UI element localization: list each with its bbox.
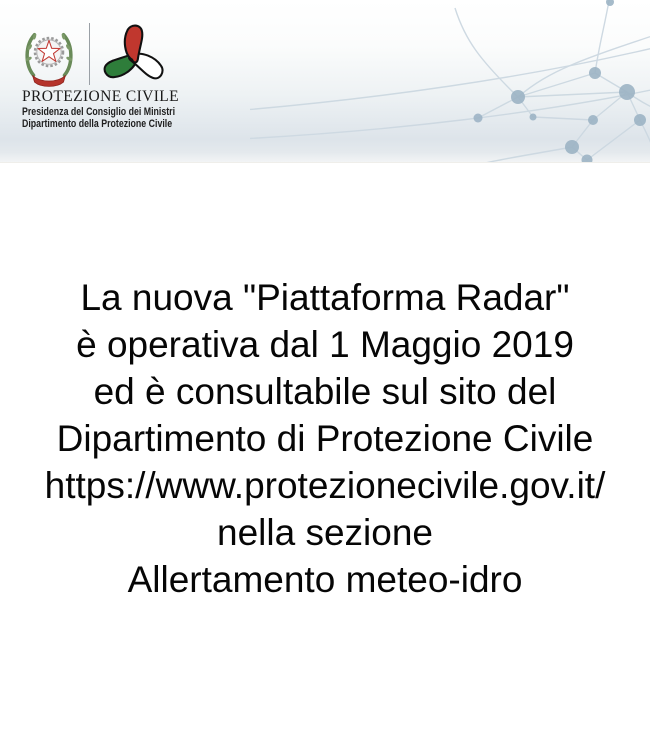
- header-banner: [0, 0, 650, 163]
- announcement-line-4: Dipartimento di Protezione Civile: [56, 418, 594, 459]
- org-subtitle-dipartimento: Dipartimento della Protezione Civile: [22, 117, 173, 130]
- announcement-line-6: nella sezione: [217, 512, 433, 553]
- org-subtitle-presidenza: Presidenza del Consiglio dei Ministri: [22, 106, 176, 118]
- announcement-line-2: è operativa dal 1 Maggio 2019: [76, 324, 574, 365]
- logo-divider: [89, 23, 90, 85]
- org-title: PROTEZIONE CIVILE: [22, 88, 180, 105]
- network-graphic: [250, 0, 650, 163]
- announcement-line-1: La nuova "Piattaforma Radar": [80, 277, 570, 318]
- protezione-civile-logo-icon: [101, 20, 167, 88]
- website-url: https://www.protezionecivile.gov.it/: [44, 465, 606, 506]
- announcement-line-7: Allertamento meteo-idro: [127, 559, 523, 600]
- logo-row: [20, 20, 167, 88]
- italian-republic-emblem-icon: [20, 20, 78, 88]
- org-subtitles: [22, 107, 175, 130]
- announcement-line-3: ed è consultabile sul sito del: [93, 371, 557, 412]
- announcement-text: [0, 274, 650, 603]
